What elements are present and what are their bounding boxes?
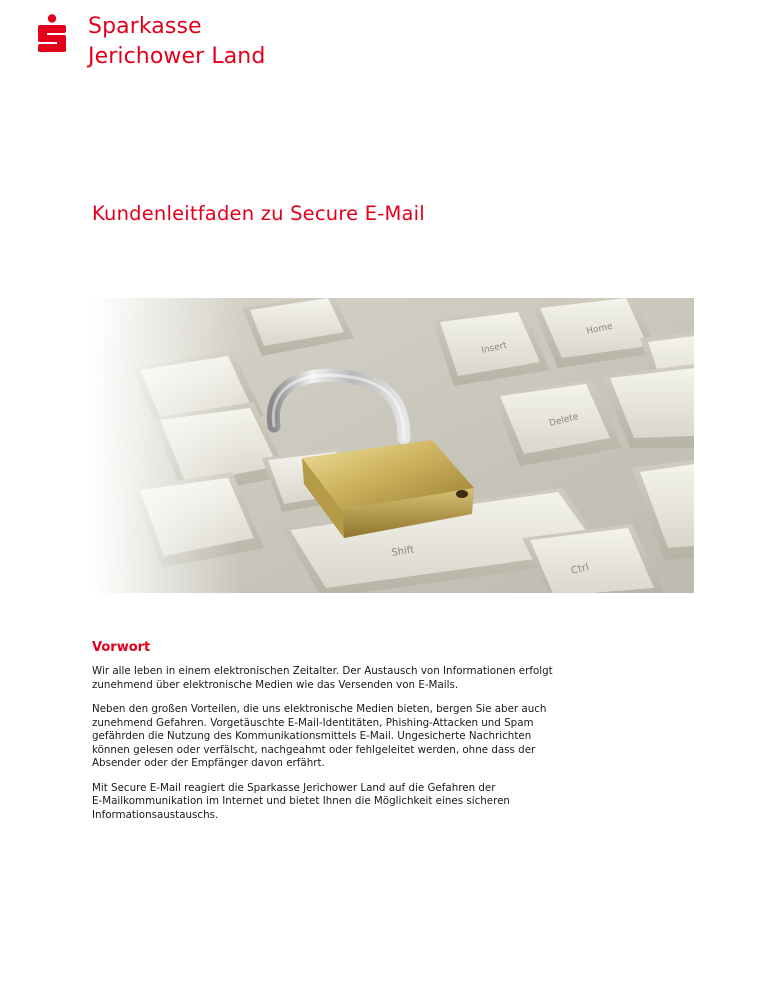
- key-label-insert: Insert: [480, 340, 508, 356]
- hero-image: [92, 298, 694, 593]
- key-label-home: Home: [585, 321, 614, 337]
- paragraph: Neben den großen Vorteilen, die uns elektronische Medien bieten, bergen Sie aber auch zunehmend Gefahren. Vorgetäuschte E-Mail-Identitäten, Phishing-Attacken und Spam gefährden die Nutzung des Kommunikationsmittels E-Mail. Ungesicherte Nachrichten können gelesen oder verfälscht, nachgeahmt oder fehlgeleitet werden, ohne dass der Absender oder der Empfänger davon erfährt.: [92, 703, 547, 769]
- brand-logo: [36, 12, 265, 72]
- key-label-shift: Shift: [390, 544, 415, 559]
- paragraph: Mit Secure E-Mail reagiert die Sparkasse Jerichower Land auf die Gefahren der E-Mailkommunikation im Internet und bietet Ihnen die Möglichkeit eines sicheren Informationsaustauschs.: [92, 781, 510, 821]
- key-label-ctrl: Ctrl: [570, 561, 590, 577]
- key-label-delete: Delete: [548, 412, 580, 429]
- document-title: Kundenleitfaden zu Secure E-Mail: [92, 202, 425, 225]
- paragraph: Wir alle leben in einem elektronischen Zeitalter. Der Austausch von Informationen erfolgt zunehmend über elektronische Medien wie das Versenden von E-Mails.: [92, 665, 553, 691]
- section-heading: Vorwort: [92, 640, 151, 655]
- padlock-keyboard-illustration: [92, 298, 694, 593]
- brand-name-line1: Sparkasse: [88, 14, 202, 39]
- brand-name-line2: Jerichower Land: [88, 44, 266, 69]
- sparkasse-s-logo-icon: [36, 14, 68, 54]
- foreword-section: [92, 640, 652, 833]
